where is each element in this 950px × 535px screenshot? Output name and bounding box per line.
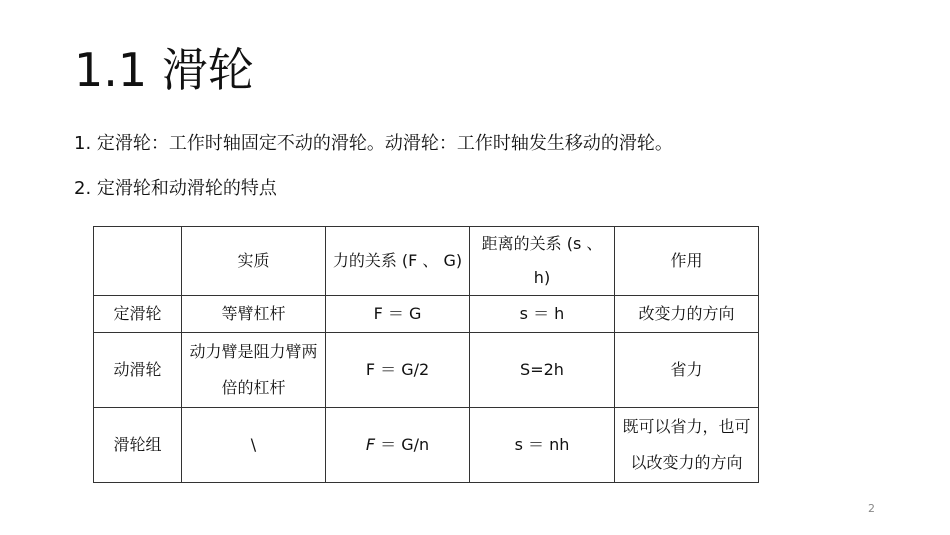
header-cell-force-relation: 力的关系 (F 、 G) [326,227,470,296]
force-symbol: F [365,435,376,454]
force-formula: ＝ G/n [375,435,430,454]
table-cell: F ＝ G [326,296,470,333]
table-cell: 既可以省力，也可以改变力的方向 [615,408,759,483]
table-cell: s ＝ h [470,296,615,333]
table-row [94,408,759,483]
table-cell: 省力 [615,333,759,408]
header-cell-essence: 实质 [182,227,326,296]
characteristics-heading: 2. 定滑轮和动滑轮的特点 [74,178,277,199]
table-row [94,333,759,408]
table-cell: F ＝ G/2 [326,333,470,408]
header-cell-distance-relation: 距离的关系 (s 、 h) [470,227,615,296]
page-number: 2 [868,502,875,515]
table-row [94,296,759,333]
row-label-fixed-pulley: 定滑轮 [94,296,182,333]
header-cell-empty [94,227,182,296]
table-cell: 动力臂是阻力臂两倍的杠杆 [182,333,326,408]
definition-paragraph: 1. 定滑轮：工作时轴固定不动的滑轮。动滑轮：工作时轴发生移动的滑轮。 [74,133,673,154]
table-header-row [94,227,759,296]
table-cell-force [326,408,470,483]
row-label-movable-pulley: 动滑轮 [94,333,182,408]
table-cell: 等臂杠杆 [182,296,326,333]
header-cell-function: 作用 [615,227,759,296]
table-cell: \ [182,408,326,483]
row-label-pulley-block: 滑轮组 [94,408,182,483]
table-cell: 改变力的方向 [615,296,759,333]
slide-title: 1.1 滑轮 [74,43,254,97]
table-cell: S=2h [470,333,615,408]
pulley-comparison-table [93,226,759,483]
table-cell: s ＝ nh [470,408,615,483]
